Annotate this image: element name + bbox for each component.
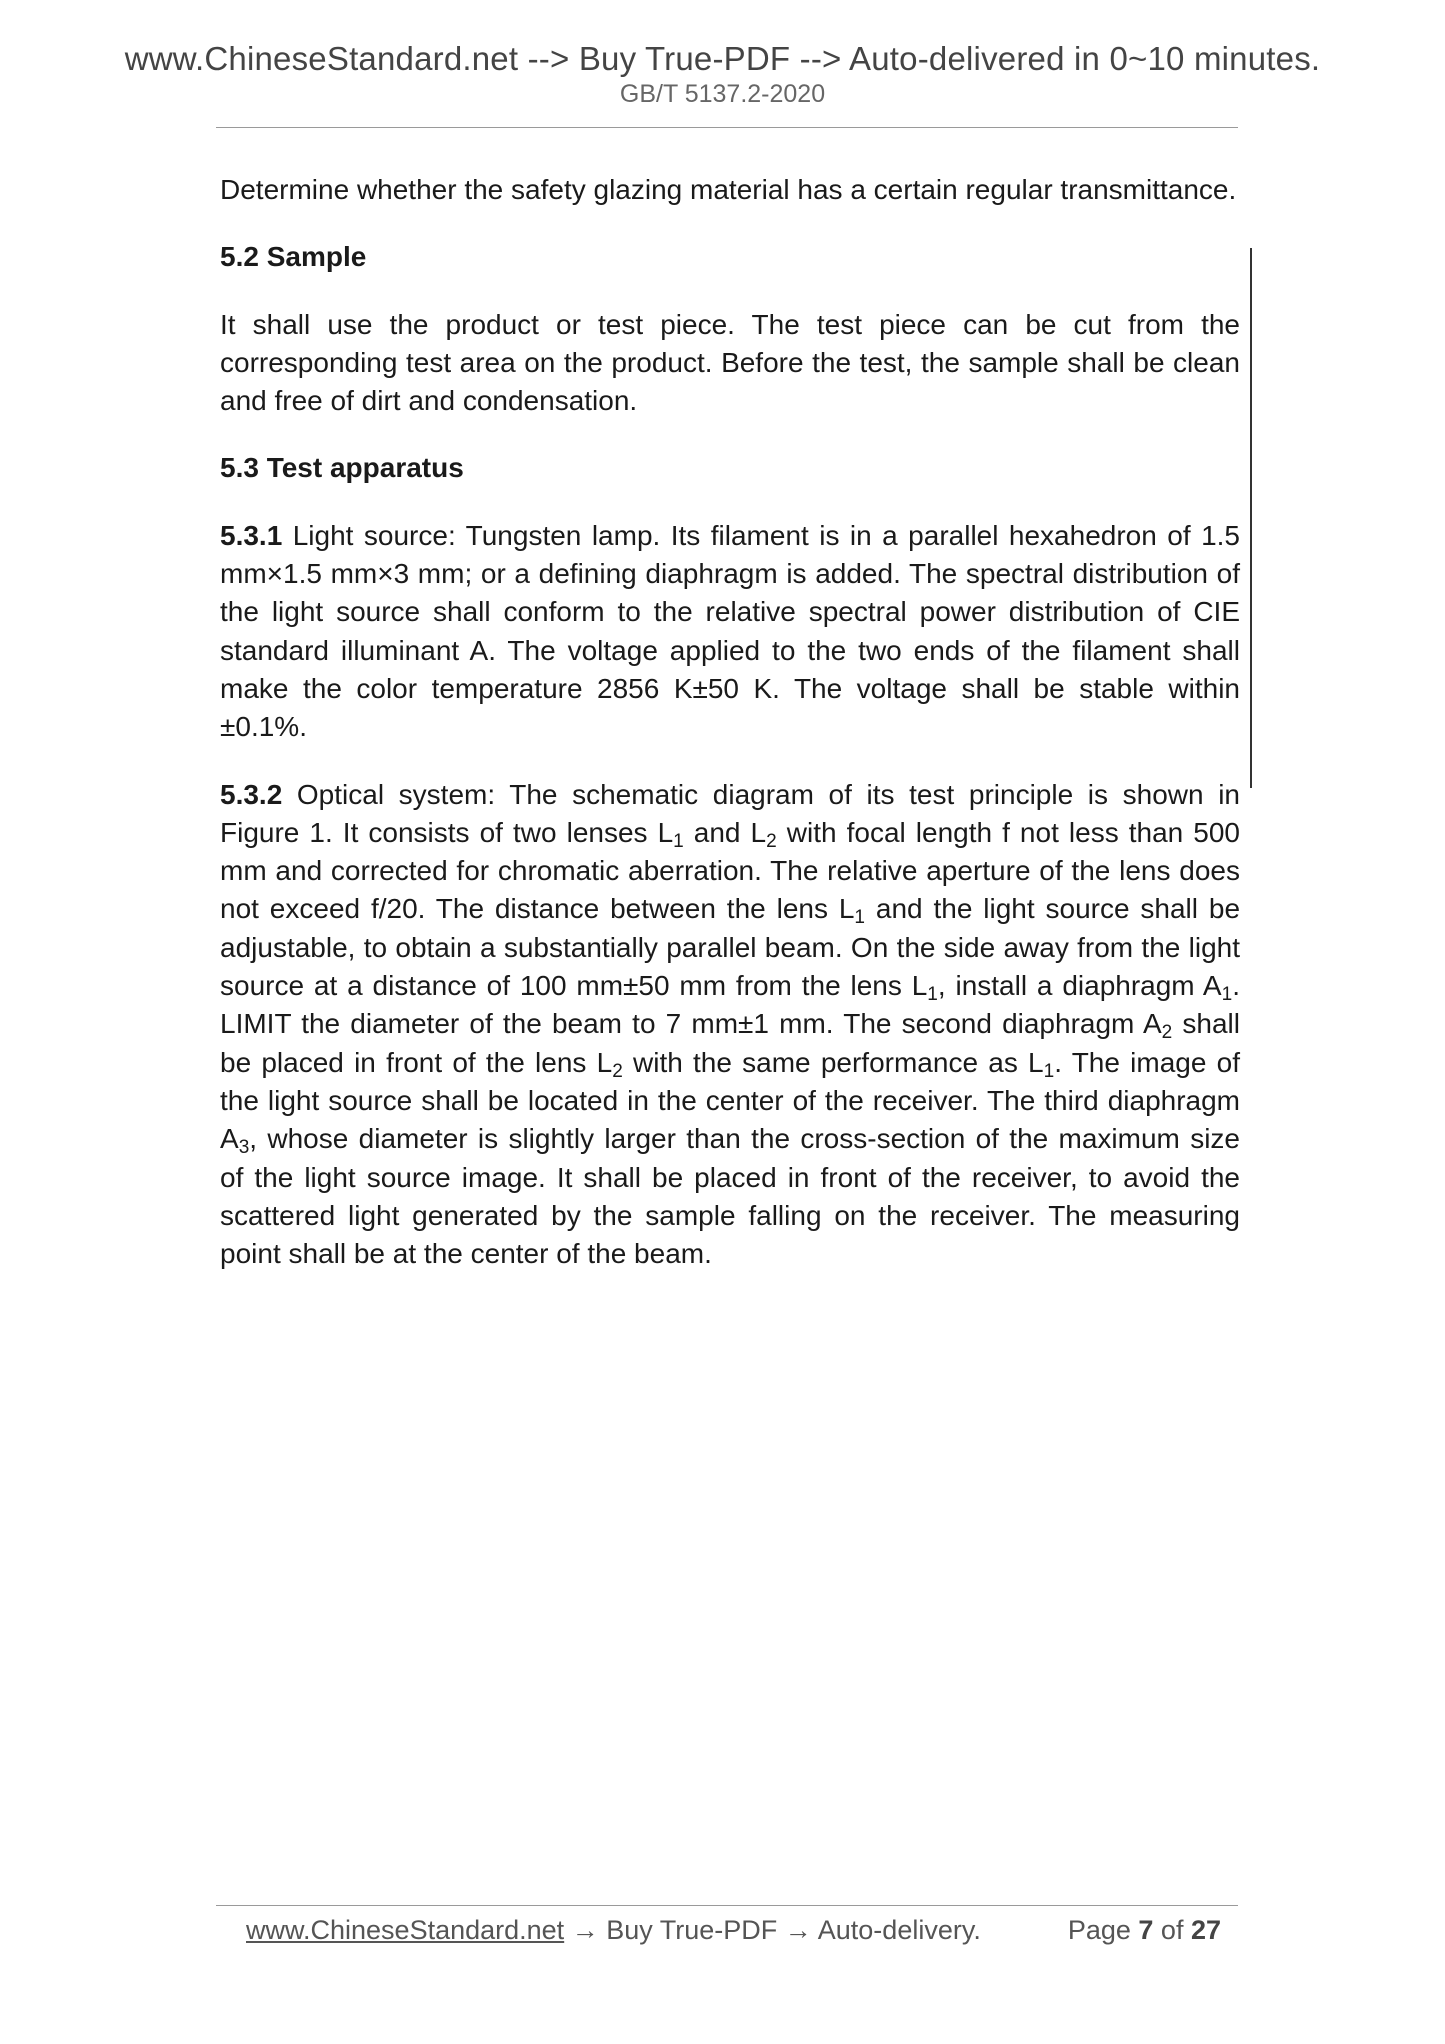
subscript: 1 — [1043, 1060, 1055, 1082]
subscript: 3 — [238, 1136, 250, 1158]
section-5-3-2-text: . The image of the light source shall be located in the center of the receiver. The third diaphragm A — [220, 1046, 1240, 1155]
section-5-3-2-text: and L — [683, 816, 767, 848]
section-5-3-2-number: 5.3.2 — [220, 778, 283, 810]
section-5-3-2-text: and the light source shall be adjustable, to obtain a substantially parallel beam. On the side away from the light source at a distance of 100 mm±50 mm from the lens L — [220, 893, 1241, 1002]
section-5-3-2-text: shall be placed in front of the lens L — [220, 1008, 1240, 1078]
footer-promo — [246, 1910, 981, 1950]
footer-buy-text: Buy True-PDF — [606, 1915, 778, 1945]
section-5-2-text: It shall use the product or test piece. The test piece can be cut from the corresponding test area on the product. Before the test, the sample shall be clean and free of dirt and condensation. — [220, 308, 1240, 417]
section-5-3-2-text: , install a diaphragm A — [937, 970, 1222, 1002]
footer-divider — [216, 1905, 1238, 1906]
section-5-3-2-text: , whose diameter is slightly larger than the cross-section of the maximum size of the light source image. It shall be placed in front of the receiver, to avoid the scattered light generated by the sample falling on the receiver. The measuring point shall be at the center of the beam. — [220, 1123, 1240, 1270]
header-banner: www.ChineseStandard.net --> Buy True-PDF --> Auto-delivered in 0~10 minutes. — [124, 40, 1321, 77]
revision-change-bar — [1250, 248, 1252, 788]
total-pages-number: 27 — [1190, 1915, 1221, 1945]
section-5-3-2-paragraph — [220, 776, 1240, 1274]
footer-site-link[interactable]: www.ChineseStandard.net — [246, 1915, 565, 1945]
section-5-3-heading: 5.3 Test apparatus — [220, 452, 464, 484]
page-label: Page — [1067, 1915, 1139, 1945]
footer-delivery-text: Auto-delivery. — [817, 1915, 981, 1945]
subscript: 2 — [612, 1060, 623, 1082]
section-5-3-2-text: Optical system: The schematic diagram of its test principle is shown in Figure 1. It consists of two lenses L — [220, 778, 1240, 848]
header-divider — [216, 127, 1238, 128]
page-indicator — [1068, 1910, 1221, 1950]
section-5-3-2-text: with focal length f not less than 500 mm and corrected for chromatic aberration. The relative aperture of the lens does not exceed f/20. The distance between the lens L — [220, 816, 1240, 925]
arrow-right-icon: → — [777, 1915, 818, 1945]
section-5-2-heading: 5.2 Sample — [220, 241, 367, 273]
intro-paragraph: Determine whether the safety glazing material has a certain regular transmittance. — [220, 174, 1237, 205]
page-content — [220, 171, 1240, 1302]
subscript: 2 — [766, 830, 777, 852]
of-label: of — [1153, 1915, 1191, 1945]
current-page-number: 7 — [1138, 1915, 1154, 1945]
section-5-3-1-text: Light source: Tungsten lamp. Its filament is in a parallel hexahedron of 1.5 mm×1.5 mm×3 mm; or a defining diaphragm is added. The spectral distribution of the light source shall conform to the relative spectral power distribution of CIE standard illuminant A. The voltage applied to the two ends of the filament shall make the color temperature 2856 K±50 K. The voltage shall be stable within ±0.1%. — [220, 519, 1240, 743]
section-5-3-1-number: 5.3.1 — [220, 519, 283, 551]
arrow-right-icon: → — [564, 1915, 607, 1945]
subscript: 2 — [1161, 1022, 1173, 1044]
subscript: 1 — [1221, 983, 1233, 1005]
section-5-3-2-text: with the same performance as L — [622, 1046, 1044, 1078]
section-5-3-2-text: . LIMIT the diameter of the beam to 7 mm±1 mm. The second diaphragm A — [220, 970, 1240, 1040]
section-5-3-1-paragraph — [220, 517, 1240, 747]
subscript: 1 — [927, 983, 938, 1005]
subscript: 1 — [854, 907, 866, 929]
subscript: 1 — [673, 830, 684, 852]
document-code: GB/T 5137.2-2020 — [619, 80, 826, 108]
